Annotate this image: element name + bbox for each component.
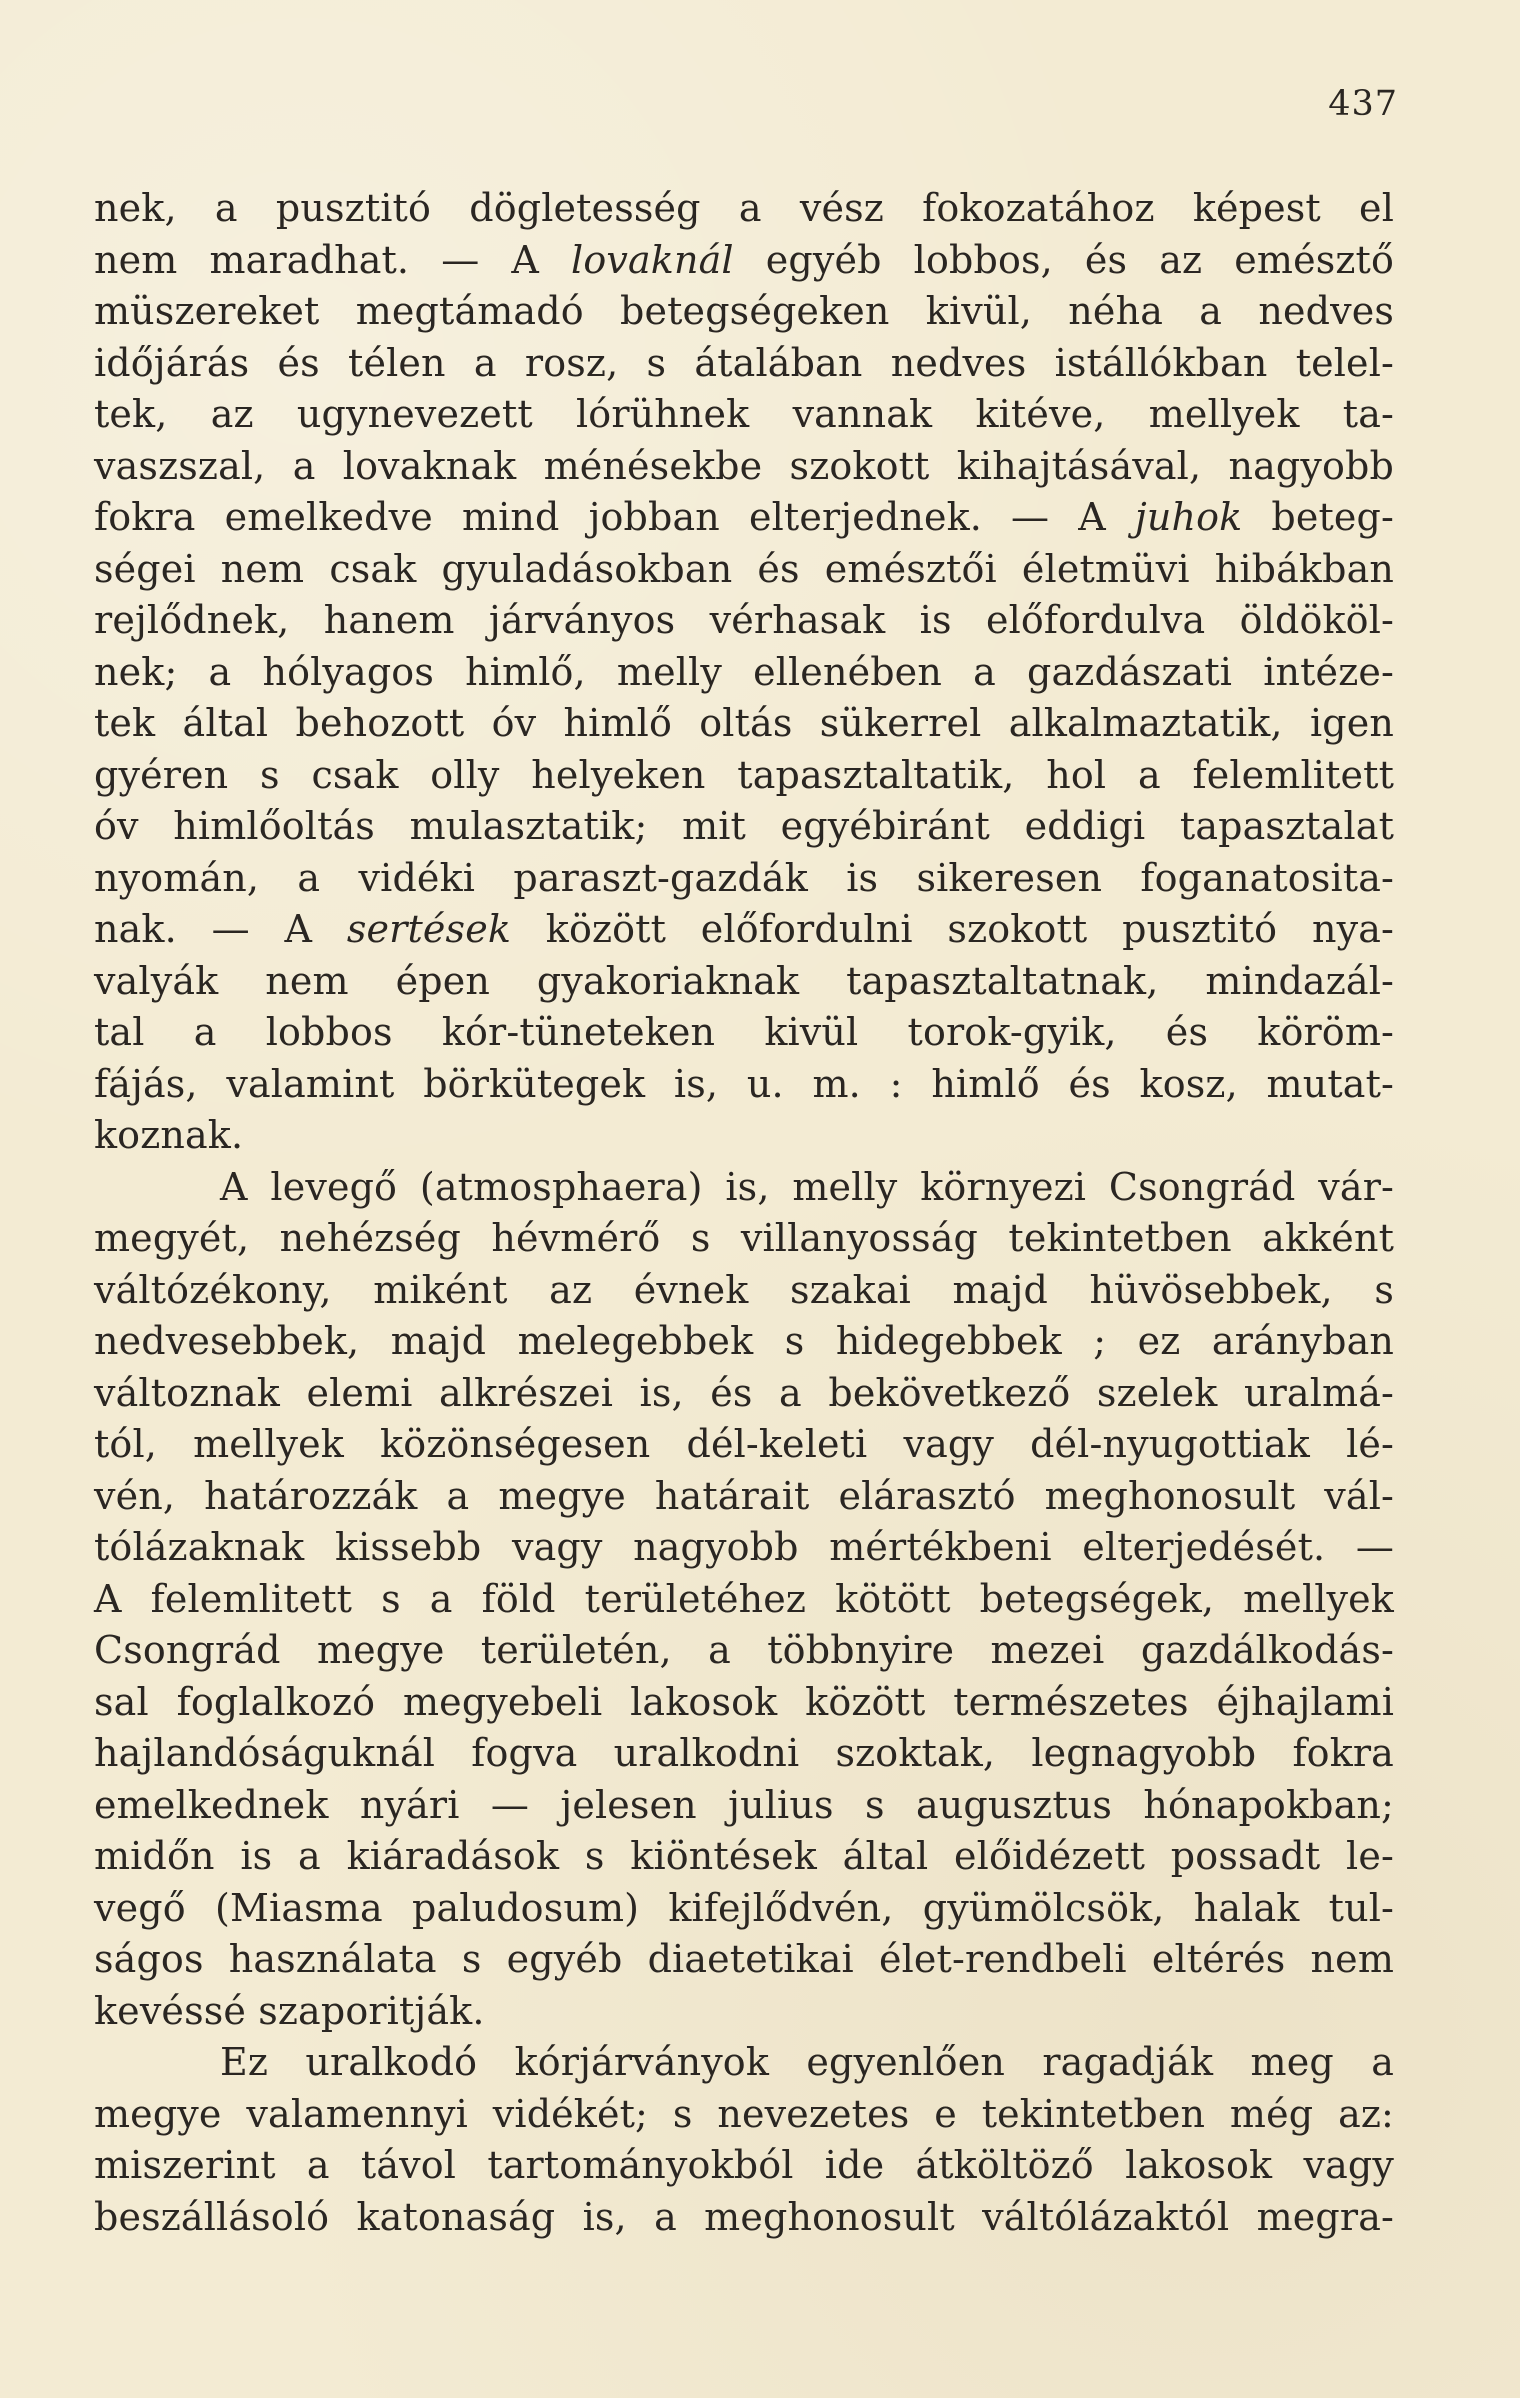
text-line (94, 956, 1394, 1008)
text-segment: változnak elemi alkrészei is, és a bekövetkező szelek uralmá- (94, 1370, 1394, 1415)
text-segment: miszerint a távol tartományokból ide átköltöző lakosok vagy (94, 2143, 1394, 2187)
text-line (94, 2089, 1394, 2141)
text-segment: A levegő (atmosphaera) is, melly környezi Csongrád vár- (220, 1164, 1394, 1209)
text-segment: gyéren s csak olly helyeken tapasztaltatik, hol a felemlitett (94, 752, 1394, 797)
text-segment: müszereket megtámadó betegségeken kivül, néha a nedves (94, 289, 1394, 333)
text-line (94, 1831, 1394, 1883)
text-line (94, 1368, 1394, 1420)
text-segment: midőn is a kiáradások s kiöntések által előidézett possadt le- (94, 1834, 1394, 1878)
text-line (94, 544, 1394, 596)
text-line (94, 2037, 1394, 2089)
text-segment: A felemlitett s a föld területéhez kötött betegségek, mellyek (94, 1576, 1394, 1621)
text-line (94, 647, 1394, 699)
text-line (94, 698, 1394, 750)
text-line (94, 1780, 1394, 1832)
text-segment: tól, mellyek közönségesen dél-keleti vagy dél-nyugottiak lé- (94, 1422, 1394, 1466)
text-line (94, 183, 1394, 235)
text-segment: emelkednek nyári — jelesen julius s augusztus hónapokban; (94, 1782, 1394, 1827)
text-segment: valyák nem épen gyakoriaknak tapasztaltatnak, mindazál- (94, 958, 1394, 1003)
text-segment: nek, a pusztitó dögletesség a vész fokozatához képest el (94, 186, 1394, 230)
text-line (94, 2140, 1394, 2192)
text-segment: tal a lobbos kór-tüneteken kivül torok-gyik, és köröm- (94, 1010, 1394, 1054)
text-line (94, 2192, 1394, 2244)
text-line (94, 1110, 1394, 1162)
text-segment: nem maradhat. — A (94, 237, 572, 282)
text-segment: tek által behozott óv himlő oltás sükerrel alkalmaztatik, igen (94, 701, 1394, 745)
text-line (94, 1007, 1394, 1059)
text-segment: időjárás és télen a rosz, s átalában nedves istállókban telel- (94, 340, 1394, 385)
text-line (94, 389, 1394, 441)
text-segment: nak. — A (94, 907, 347, 951)
text-line (94, 1883, 1394, 1935)
text-segment: beteg- (1242, 495, 1394, 539)
text-segment: vaszszal, a lovaknak ménésekbe szokott kihajtásával, nagyobb (94, 443, 1394, 488)
text-segment: nedvesebbek, majd melegebbek s hidegebbek ; ez arányban (94, 1319, 1394, 1363)
text-line (94, 1934, 1394, 1986)
text-segment: tek, az ugynevezett lórühnek vannak kitéve, mellyek ta- (94, 392, 1394, 436)
text-line (94, 441, 1394, 493)
text-line (94, 1677, 1394, 1729)
text-line (94, 1986, 1394, 2038)
text-segment: ségei nem csak gyuladásokban és emésztői életmüvi hibákban (94, 546, 1394, 591)
text-line (94, 1213, 1394, 1265)
text-segment: vegő (Miasma paludosum) kifejlődvén, gyümölcsök, halak tul- (94, 1885, 1394, 1930)
text-line (94, 1059, 1394, 1111)
text-line (94, 286, 1394, 338)
text-segment: beszállásoló katonaság is, a meghonosult váltólázaktól megra- (94, 2194, 1394, 2239)
page-number: 437 (1328, 84, 1398, 124)
text-line (94, 1265, 1394, 1317)
text-segment: hajlandóságuknál fogva uralkodni szoktak, legnagyobb fokra (94, 1731, 1394, 1775)
text-line (94, 595, 1394, 647)
body-text (94, 183, 1394, 2243)
text-segment: óv himlőoltás mulasztatik; mit egyébiránt eddigi tapasztalat (94, 804, 1394, 848)
text-line (94, 750, 1394, 802)
text-segment: váltózékony, miként az évnek szakai majd hüvösebbek, s (94, 1267, 1394, 1312)
italic-term: sertések (346, 907, 512, 951)
text-line (94, 1728, 1394, 1780)
text-segment: fokra emelkedve mind jobban elterjednek. — A (94, 495, 1135, 539)
text-segment: ságos használata s egyéb diaetetikai élet-rendbeli eltérés nem (94, 1937, 1394, 1981)
text-line (94, 1162, 1394, 1214)
text-line (94, 801, 1394, 853)
text-segment: nyomán, a vidéki paraszt-gazdák is sikeresen foganatosita- (94, 855, 1394, 900)
text-line (94, 1316, 1394, 1368)
text-line (94, 1471, 1394, 1523)
text-line (94, 1419, 1394, 1471)
text-segment: vén, határozzák a megye határait elárasztó meghonosult vál- (94, 1473, 1394, 1518)
text-segment: rejlődnek, hanem járványos vérhasak is előfordulva öldököl- (94, 598, 1394, 642)
text-segment: sal foglalkozó megyebeli lakosok között természetes éjhajlami (94, 1679, 1394, 1724)
text-line (94, 338, 1394, 390)
text-line (94, 1522, 1394, 1574)
text-segment: Ez uralkodó kórjárványok egyenlően ragadják meg a (220, 2040, 1394, 2084)
text-line (94, 235, 1394, 287)
italic-term: juhok (1134, 495, 1243, 539)
text-segment: kevéssé szaporitják. (94, 1988, 485, 2033)
text-segment: Csongrád megye területén, a többnyire mezei gazdálkodás- (94, 1628, 1394, 1672)
text-line (94, 853, 1394, 905)
text-segment: egyéb lobbos, és az emésztő (733, 237, 1394, 282)
text-segment: között előfordulni szokott pusztitó nya- (511, 907, 1394, 951)
italic-term: lovaknál (571, 237, 734, 282)
text-segment: megyét, nehézség hévmérő s villanyosság tekintetben akként (94, 1216, 1394, 1260)
text-line (94, 1574, 1394, 1626)
text-segment: nek; a hólyagos himlő, melly ellenében a gazdászati intéze- (94, 649, 1394, 694)
text-segment: megye valamennyi vidékét; s nevezetes e tekintetben még az: (94, 2091, 1394, 2136)
text-line (94, 492, 1394, 544)
text-line (94, 904, 1394, 956)
text-segment: koznak. (94, 1113, 244, 1157)
text-line (94, 1625, 1394, 1677)
text-segment: tólázaknak kissebb vagy nagyobb mértékbeni elterjedését. — (94, 1525, 1394, 1569)
text-segment: fájás, valamint börkütegek is, u. m. : himlő és kosz, mutat- (94, 1061, 1394, 1106)
